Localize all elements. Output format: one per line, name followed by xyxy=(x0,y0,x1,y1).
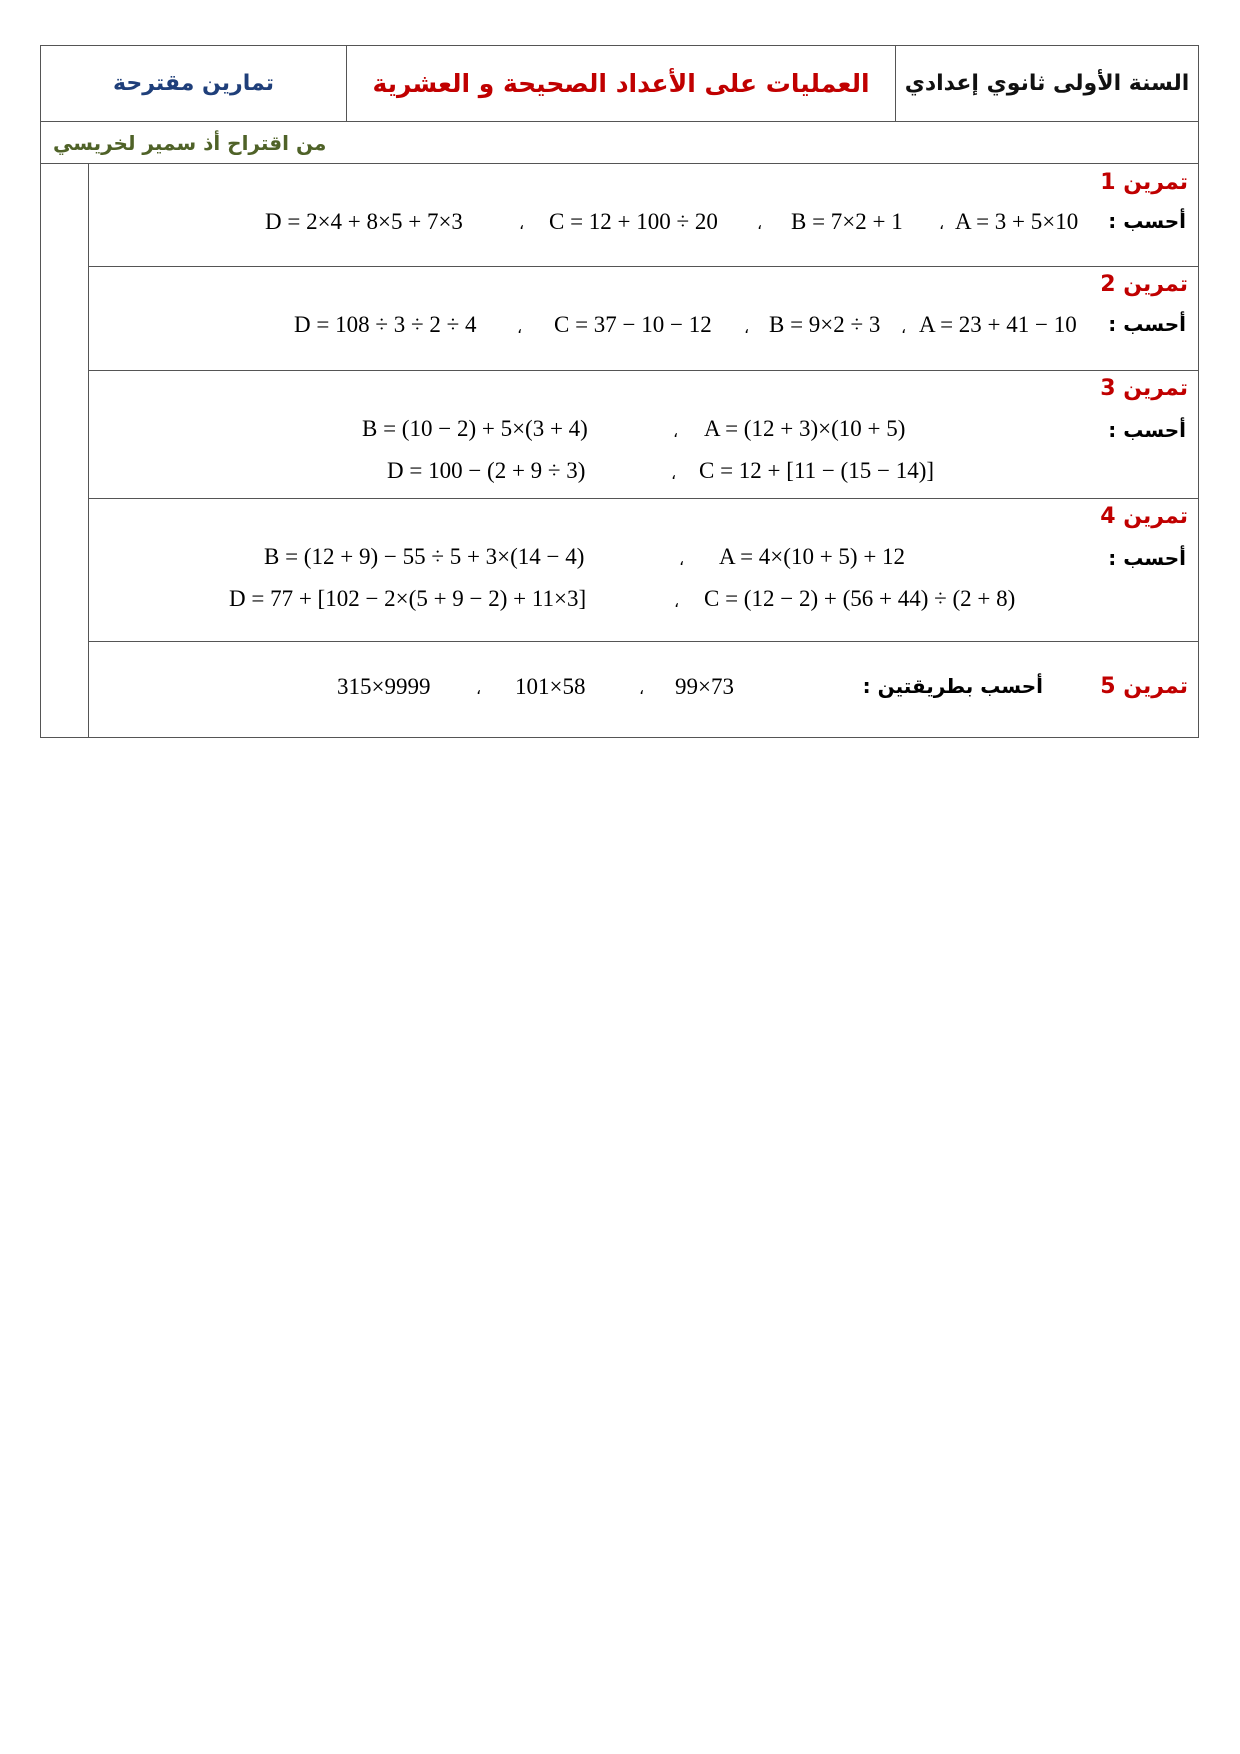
doc-topic: العمليات على الأعداد الصحيحة و العشرية xyxy=(347,46,896,121)
separator: ، xyxy=(901,318,907,337)
expression: B = 7×2 + 1 xyxy=(791,209,903,234)
expression: D = 108 ÷ 3 ÷ 2 ÷ 4 xyxy=(294,312,477,337)
exercise-label: أحسب : xyxy=(1108,418,1186,442)
separator: ، xyxy=(639,679,645,698)
exercise-label: أحسب : xyxy=(1108,209,1186,233)
expression: D = 100 − (2 + 9 ÷ 3) xyxy=(387,458,586,483)
expression: C = (12 − 2) + (56 + 44) ÷ (2 + 8) xyxy=(704,586,1016,611)
separator: ، xyxy=(476,679,482,698)
expression: 315×9999 xyxy=(337,674,431,699)
doc-type: تمارين مقترحة xyxy=(41,46,347,121)
exercise-label: أحسب بطريقتين : xyxy=(862,674,1043,698)
expression: C = 12 + 100 ÷ 20 xyxy=(549,209,718,234)
expression: C = 37 − 10 − 12 xyxy=(554,312,712,337)
exercise-title: تمرين 1 xyxy=(1100,170,1188,195)
expression: 101×58 xyxy=(515,674,586,699)
expression: A = 3 + 5×10 xyxy=(955,209,1079,234)
exercise-5 xyxy=(89,641,1198,739)
author: من اقتراح أذ سمير لخريسي xyxy=(40,121,1199,164)
separator: ، xyxy=(517,318,523,337)
expression: D = 2×4 + 8×5 + 7×3 xyxy=(265,209,463,234)
expression: B = (10 − 2) + 5×(3 + 4) xyxy=(362,416,588,441)
exercise-title: تمرين 5 xyxy=(1100,674,1188,699)
separator: ، xyxy=(519,214,525,233)
expression: D = 77 + [102 − 2×(5 + 9 − 2) + 11×3] xyxy=(229,586,587,611)
separator: ، xyxy=(939,214,945,233)
expression: A = 4×(10 + 5) + 12 xyxy=(719,544,906,569)
separator: ، xyxy=(673,422,679,441)
expression: B = (12 + 9) − 55 ÷ 5 + 3×(14 − 4) xyxy=(264,544,585,569)
exercise-4 xyxy=(89,498,1198,642)
exercise-3 xyxy=(89,370,1198,499)
separator: ، xyxy=(679,550,685,569)
header-table xyxy=(40,45,1199,122)
separator: ، xyxy=(674,592,680,611)
exercises-table xyxy=(40,163,1199,738)
exercise-title: تمرين 4 xyxy=(1100,504,1188,529)
expression: A = 23 + 41 − 10 xyxy=(919,312,1077,337)
separator: ، xyxy=(757,214,763,233)
exercise-title: تمرين 3 xyxy=(1100,376,1188,401)
separator: ، xyxy=(671,464,677,483)
exercise-label: أحسب : xyxy=(1108,546,1186,570)
separator: ، xyxy=(744,318,750,337)
exercise-label: أحسب : xyxy=(1108,312,1186,336)
expression: B = 9×2 ÷ 3 xyxy=(769,312,881,337)
doc-level: السنة الأولى ثانوي إعدادي xyxy=(904,71,1190,96)
expression: A = (12 + 3)×(10 + 5) xyxy=(704,416,906,441)
expression: 99×73 xyxy=(675,674,734,699)
exercise-2 xyxy=(89,266,1198,371)
exercise-title: تمرين 2 xyxy=(1100,272,1188,297)
expression: C = 12 + [11 − (15 − 14)] xyxy=(699,458,935,483)
exercise-1 xyxy=(89,164,1198,267)
